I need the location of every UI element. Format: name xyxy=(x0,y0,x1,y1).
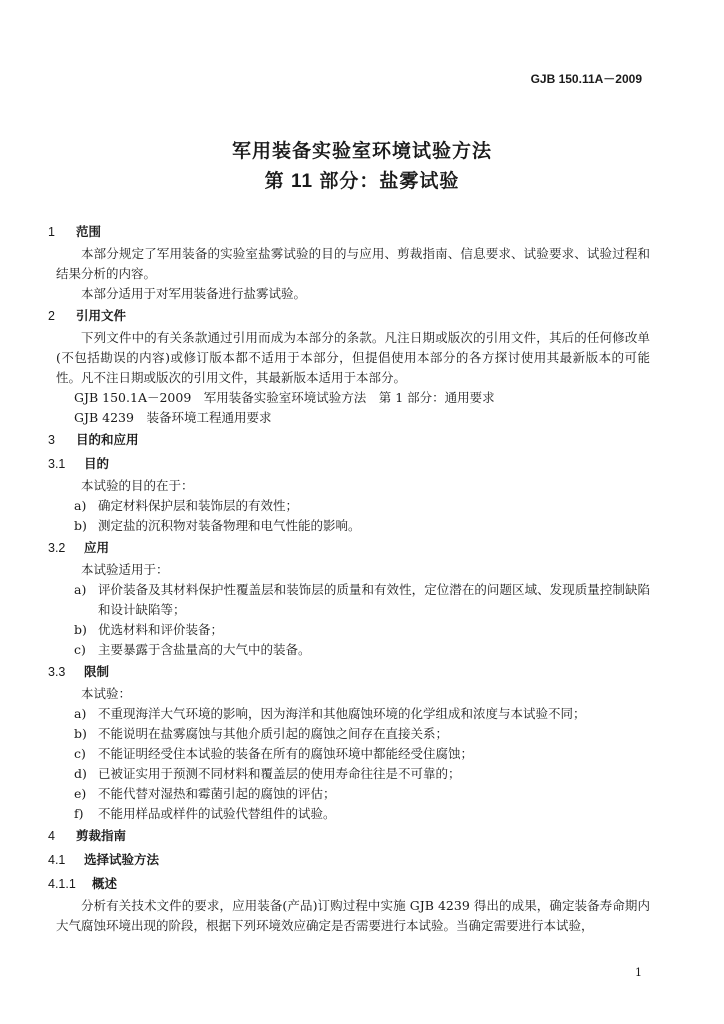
section-heading xyxy=(48,428,650,452)
subsection-heading xyxy=(48,660,650,684)
section-heading xyxy=(48,304,650,328)
section-number: 4 xyxy=(48,829,55,843)
document-title: 军用装备实验室环境试验方法 xyxy=(231,141,492,162)
paragraph: 本部分规定了军用装备的实验室盐雾试验的目的与应用、剪裁指南、信息要求、试验要求、试验过程和结果分析的内容。 xyxy=(56,246,650,281)
document-subtitle: 第 11 部分：盐雾试验 xyxy=(264,171,460,192)
list-marker: b) xyxy=(74,726,87,741)
list-marker: b) xyxy=(74,622,87,637)
list-marker: d) xyxy=(74,766,87,781)
subsection-heading xyxy=(48,848,650,872)
paragraph: 下列文件中的有关条款通过引用而成为本部分的条款。凡注日期或版次的引用文件，其后的任何修改单(不包括勘误的内容)或修订版本都不适用于本部分，但提倡使用本部分的各方探讨使用其最新版本的可能性。凡不注日期或版次的引用文件，其最新版本适用于本部分。 xyxy=(56,330,650,385)
list-item xyxy=(48,580,650,620)
subsection-number: 3.2 xyxy=(48,541,66,555)
paragraph: 分析有关技术文件的要求，应用装备(产品)订购过程中实施 GJB 4239 得出的成果，确定装备寿命期内大气腐蚀环境出现的阶段，根据下列环境效应确定是否需要进行本试验。当确定需要进行本试验， xyxy=(56,898,650,933)
list-text: 确定材料保护层和装饰层的有效性； xyxy=(98,498,299,513)
subsubsection-number: 4.1.1 xyxy=(48,877,76,891)
list-item xyxy=(48,784,650,804)
subsection-heading xyxy=(48,536,650,560)
list-item xyxy=(48,704,650,724)
reference-item: GJB 150.1A－2009 军用装备实验室环境试验方法 第 1 部分：通用要求 xyxy=(74,390,495,405)
list-item xyxy=(48,744,650,764)
paragraph: 本试验的目的在于： xyxy=(81,478,194,493)
paragraph: 本试验： xyxy=(81,686,132,701)
subsection-title: 目的 xyxy=(84,457,110,471)
list-item xyxy=(48,640,650,660)
list-marker: c) xyxy=(74,642,86,657)
list-item xyxy=(48,764,650,784)
section-number: 3 xyxy=(48,433,55,447)
section-heading xyxy=(48,824,650,848)
subsection-title: 应用 xyxy=(84,541,110,555)
subsubsection-heading xyxy=(48,872,650,896)
section-title: 引用文件 xyxy=(76,309,127,323)
section-number: 2 xyxy=(48,309,55,323)
subsection-number: 3.1 xyxy=(48,457,66,471)
list-text: 已被证实用于预测不同材料和覆盖层的使用寿命往往是不可靠的； xyxy=(98,766,461,781)
list-item xyxy=(48,496,650,516)
list-item xyxy=(48,724,650,744)
page-number: 1 xyxy=(635,966,642,979)
list-text: 不能说明在盐雾腐蚀与其他介质引起的腐蚀之间存在直接关系； xyxy=(98,726,449,741)
reference-item: GJB 4239 装备环境工程通用要求 xyxy=(74,410,272,425)
section-number: 1 xyxy=(48,225,55,239)
list-text: 优选材料和评价装备； xyxy=(98,622,224,637)
list-marker: a) xyxy=(74,582,87,597)
list-item xyxy=(48,804,650,824)
subsection-title: 限制 xyxy=(84,665,110,679)
section-title: 范围 xyxy=(76,225,102,239)
subsubsection-title: 概述 xyxy=(92,877,118,891)
subsection-number: 4.1 xyxy=(48,853,66,867)
list-text: 不能用样品或样件的试验代替组件的试验。 xyxy=(98,806,336,821)
section-heading xyxy=(48,220,650,244)
standard-code: GJB 150.11A－2009 xyxy=(530,72,642,86)
paragraph: 本部分适用于对军用装备进行盐雾试验。 xyxy=(81,286,307,301)
subsection-heading xyxy=(48,452,650,476)
paragraph: 本试验适用于： xyxy=(81,562,169,577)
list-text: 不能代替对湿热和霉菌引起的腐蚀的评估； xyxy=(98,786,336,801)
list-text: 不重现海洋大气环境的影响，因为海洋和其他腐蚀环境的化学组成和浓度与本试验不同； xyxy=(98,706,586,721)
list-marker: f) xyxy=(74,806,84,821)
subsection-title: 选择试验方法 xyxy=(84,853,160,867)
list-marker: a) xyxy=(74,706,87,721)
list-item xyxy=(48,620,650,640)
section-title: 剪裁指南 xyxy=(76,829,127,843)
list-text: 测定盐的沉积物对装备物理和电气性能的影响。 xyxy=(98,518,361,533)
list-marker: b) xyxy=(74,518,87,533)
document-body xyxy=(48,220,650,936)
list-text: 不能证明经受住本试验的装备在所有的腐蚀环境中都能经受住腐蚀； xyxy=(98,746,474,761)
subsection-number: 3.3 xyxy=(48,665,66,679)
list-text: 主要暴露于含盐量高的大气中的装备。 xyxy=(98,642,311,657)
list-item xyxy=(48,516,650,536)
list-marker: c) xyxy=(74,746,86,761)
section-title: 目的和应用 xyxy=(76,433,139,447)
list-marker: e) xyxy=(74,786,87,801)
list-marker: a) xyxy=(74,498,87,513)
list-text: 评价装备及其材料保护性覆盖层和装饰层的质量和有效性，定位潜在的问题区域、发现质量控制缺陷和设计缺陷等； xyxy=(98,582,650,617)
